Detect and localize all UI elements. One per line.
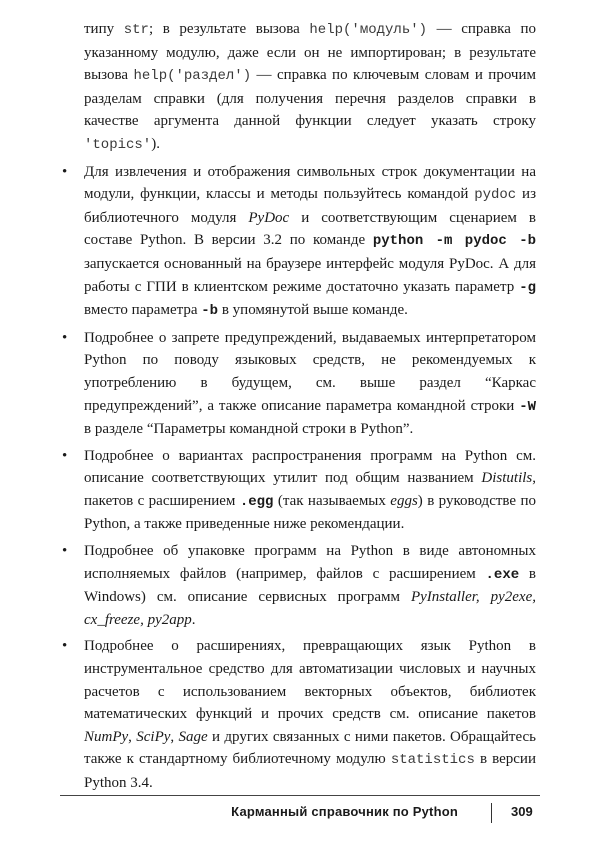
bullet-item-distribution [62, 445, 536, 536]
text-run: и других связанных с ними пакетов. Обращайтесь также к стандартному библиотечному модулю [84, 728, 537, 768]
code-str: str [123, 22, 149, 38]
text-run: — справка по указанному модулю, даже если он не импортирован; в результате вызова [84, 21, 537, 84]
text-run: Подробнее об упаковке программ на Python в виде автономных исполняемых файлов (например, файлов с расширением [84, 543, 536, 582]
code-flag-g: -g [519, 279, 536, 296]
bullet-item-warnings [62, 327, 536, 441]
italic-tools: PyInstaller, py2exe, cx_freeze, py2app [84, 589, 536, 628]
code-flag-w: -W [519, 398, 536, 415]
italic-pydoc: PyDoc [248, 209, 290, 226]
code-help-module: help('модуль') [309, 22, 428, 38]
text-run: ) в руководстве по Python, а также приведенные ниже рекомендации. [84, 492, 536, 533]
body-text [62, 18, 537, 795]
text-run: типу [84, 21, 124, 37]
text-run: Подробнее о запрете предупреждений, выдаваемых интерпретатором Python по поводу языковых средств, не рекомендуемых к употреблению в будущем, см. выше раздел “Каркас предупреждений”, а также описание параметра командной строки [84, 329, 536, 414]
italic-numpy: NumPy [84, 728, 129, 745]
code-pydoc-command: python -m pydoc -b [372, 233, 536, 250]
code-topics: 'topics' [84, 136, 152, 153]
footer-separator [491, 803, 492, 823]
bullet-icon: • [62, 638, 68, 655]
text-run: . [191, 611, 196, 628]
text-run: Подробнее о расширениях, превращающих язык Python в инструментальное средство для автоматизации числовых и научных расчетов с использованием векторных объектов, библиотек математических функций и прочих средств см. описание пакетов [84, 638, 536, 723]
text-run: Подробнее о вариантах распространения программ на Python см. описание соответствующих утилит под общим названием [84, 447, 536, 487]
text-run: в версии Python 3.4. [84, 751, 536, 791]
italic-eggs: eggs [390, 492, 418, 509]
text-run: ). [151, 135, 160, 152]
bullet-item-pydoc [62, 161, 537, 323]
text-run: в упомянутой выше команде. [218, 302, 408, 319]
bullet-icon: • [62, 163, 68, 180]
text-run: и соответствующим сценарием в составе Python. В версии 3.2 по команде [84, 209, 537, 249]
text-run: вместо параметра [84, 302, 202, 319]
text-run: из библиотечного модуля [84, 186, 536, 226]
running-footer-title: Карманный справочник по Python [231, 804, 458, 819]
code-pydoc: pydoc [474, 187, 517, 204]
code-help-section: help('раздел') [133, 68, 252, 85]
italic-distutils: Distutils [481, 470, 533, 487]
bullet-icon: • [62, 329, 68, 346]
text-run: Для извлечения и отображения символьных строк документации на модули, функции, классы и методы пользуйтесь командой [84, 163, 536, 203]
text-run: в Windows) см. описание сервисных программ [84, 565, 536, 606]
intro-paragraph [84, 18, 536, 157]
italic-sage: Sage [178, 728, 208, 745]
bullet-item-numeric [62, 635, 537, 794]
text-run: — справка по ключевым словам и прочим разделам справки (для получения перечня разделов справки в качестве аргумента данной функции следует указать строку [84, 67, 536, 130]
footer-divider [60, 795, 540, 796]
text-run: в разделе “Параметры командной строки в Python”. [84, 421, 414, 438]
text-run: запускается основанный на браузере интерфейс модуля PyDoc. А для работы с ГПИ в клиентском режиме достаточно указать параметр [84, 255, 536, 295]
bullet-item-packaging [62, 540, 536, 631]
bullet-icon: • [62, 543, 68, 560]
code-egg: .egg [239, 493, 274, 510]
text-run: , [128, 728, 137, 745]
text-run: , [170, 728, 179, 745]
italic-scipy: SciPy [136, 728, 171, 745]
bullet-icon: • [62, 447, 68, 464]
code-statistics: statistics [390, 752, 475, 769]
code-exe: .exe [485, 566, 520, 583]
text-run: , пакетов с расширением [84, 470, 536, 509]
text-run: (так называемых [273, 492, 391, 509]
code-flag-b: -b [201, 303, 219, 320]
page-number: 309 [511, 804, 533, 819]
text-run: ; в результате вызова [148, 21, 310, 37]
